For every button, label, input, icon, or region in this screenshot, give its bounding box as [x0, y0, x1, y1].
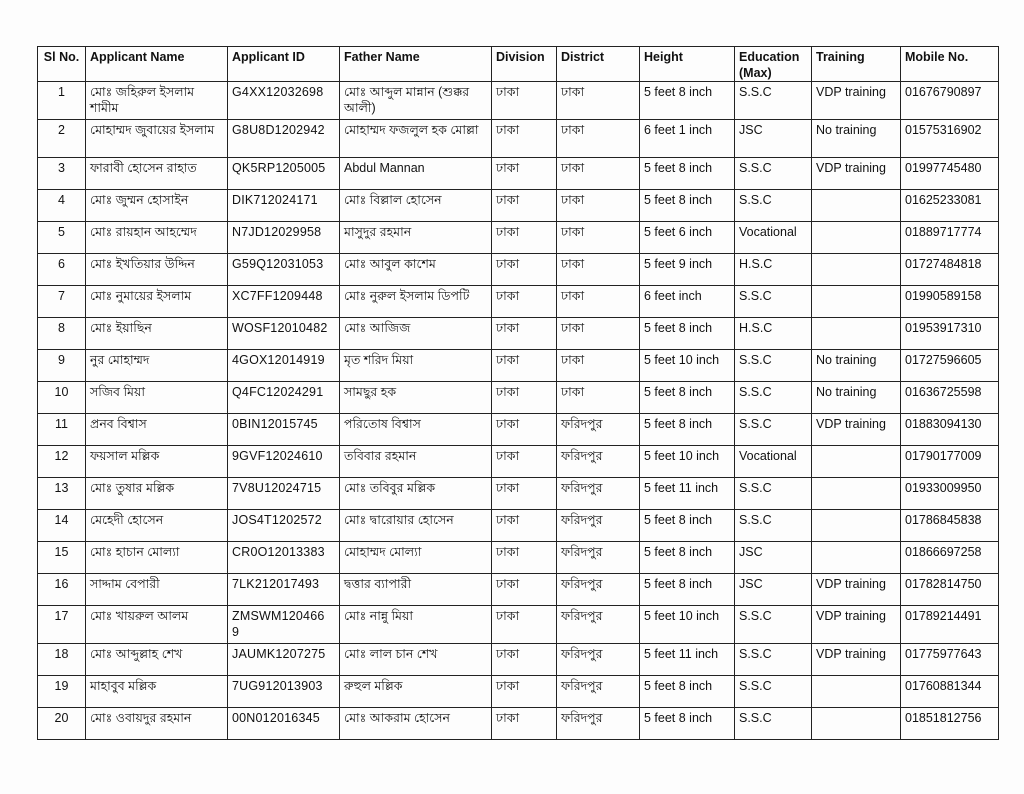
division-cell: ঢাকা	[492, 676, 557, 708]
column-header: Division	[492, 47, 557, 82]
education-cell: JSC	[735, 120, 812, 158]
division-cell: ঢাকা	[492, 414, 557, 446]
training-cell: VDP training	[812, 644, 901, 676]
division-cell: ঢাকা	[492, 574, 557, 606]
division-cell: ঢাকা	[492, 708, 557, 740]
serial-cell: 7	[38, 286, 86, 318]
applicant-name-cell: মোঃ হাচান মোল্যা	[86, 542, 228, 574]
father-name-cell: সামছুর হক	[340, 382, 492, 414]
serial-cell: 19	[38, 676, 86, 708]
mobile-cell: 01889717774	[901, 222, 999, 254]
height-cell: 5 feet 9 inch	[640, 254, 735, 286]
mobile-cell: 01953917310	[901, 318, 999, 350]
education-cell: S.S.C	[735, 190, 812, 222]
training-cell: No training	[812, 350, 901, 382]
education-cell: S.S.C	[735, 158, 812, 190]
height-cell: 5 feet 8 inch	[640, 382, 735, 414]
education-cell: S.S.C	[735, 350, 812, 382]
division-cell: ঢাকা	[492, 350, 557, 382]
division-cell: ঢাকা	[492, 318, 557, 350]
father-name-cell: Abdul Mannan	[340, 158, 492, 190]
mobile-cell: 01636725598	[901, 382, 999, 414]
height-cell: 5 feet 8 inch	[640, 190, 735, 222]
district-cell: ঢাকা	[557, 382, 640, 414]
mobile-cell: 01790177009	[901, 446, 999, 478]
column-header: Applicant Name	[86, 47, 228, 82]
serial-cell: 8	[38, 318, 86, 350]
mobile-cell: 01760881344	[901, 676, 999, 708]
training-cell: VDP training	[812, 574, 901, 606]
training-cell: VDP training	[812, 82, 901, 120]
mobile-cell: 01786845838	[901, 510, 999, 542]
district-cell: ঢাকা	[557, 318, 640, 350]
table-row	[38, 542, 999, 574]
father-name-cell: মোঃ লাল চান শেখ	[340, 644, 492, 676]
training-cell	[812, 318, 901, 350]
height-cell: 5 feet 8 inch	[640, 82, 735, 120]
district-cell: ফরিদপুর	[557, 510, 640, 542]
table-row	[38, 82, 999, 120]
applicant-id-cell: JOS4T1202572	[228, 510, 340, 542]
applicant-id-cell: JAUMK1207275	[228, 644, 340, 676]
mobile-cell: 01727596605	[901, 350, 999, 382]
applicant-name-cell: মোঃ জহিরুল ইসলাম শামীম	[86, 82, 228, 120]
district-cell: ঢাকা	[557, 254, 640, 286]
mobile-cell: 01789214491	[901, 606, 999, 644]
mobile-cell: 01997745480	[901, 158, 999, 190]
serial-cell: 14	[38, 510, 86, 542]
applicant-name-cell: মোঃ জুম্মন হোসাইন	[86, 190, 228, 222]
table-row	[38, 574, 999, 606]
father-name-cell: রুহুল মল্লিক	[340, 676, 492, 708]
applicant-name-cell: মাহাবুব মল্লিক	[86, 676, 228, 708]
education-cell: H.S.C	[735, 254, 812, 286]
training-cell	[812, 708, 901, 740]
header-row	[38, 47, 999, 82]
education-cell: S.S.C	[735, 606, 812, 644]
father-name-cell: মৃত শরিদ মিয়া	[340, 350, 492, 382]
applicant-id-cell: G8U8D1202942	[228, 120, 340, 158]
serial-cell: 9	[38, 350, 86, 382]
education-cell: S.S.C	[735, 82, 812, 120]
division-cell: ঢাকা	[492, 510, 557, 542]
division-cell: ঢাকা	[492, 120, 557, 158]
education-cell: Vocational	[735, 222, 812, 254]
serial-cell: 15	[38, 542, 86, 574]
height-cell: 6 feet 1 inch	[640, 120, 735, 158]
serial-cell: 5	[38, 222, 86, 254]
height-cell: 5 feet 8 inch	[640, 510, 735, 542]
height-cell: 5 feet 6 inch	[640, 222, 735, 254]
applicant-id-cell: 00N012016345	[228, 708, 340, 740]
applicant-name-cell: মোঃ রায়হান আহম্মেদ	[86, 222, 228, 254]
training-cell	[812, 286, 901, 318]
applicant-id-cell: 4GOX12014919	[228, 350, 340, 382]
father-name-cell: মোঃ বিল্লাল হোসেন	[340, 190, 492, 222]
applicant-name-cell: মেহেদী হোসেন	[86, 510, 228, 542]
serial-cell: 18	[38, 644, 86, 676]
education-cell: JSC	[735, 574, 812, 606]
applicant-id-cell: 9GVF12024610	[228, 446, 340, 478]
district-cell: ফরিদপুর	[557, 446, 640, 478]
applicant-name-cell: সাদ্দাম বেপারী	[86, 574, 228, 606]
applicant-id-cell: Q4FC12024291	[228, 382, 340, 414]
applicant-id-cell: 7LK212017493	[228, 574, 340, 606]
applicant-name-cell: মোঃ ইখতিয়ার উদ্দিন	[86, 254, 228, 286]
division-cell: ঢাকা	[492, 446, 557, 478]
education-cell: H.S.C	[735, 318, 812, 350]
division-cell: ঢাকা	[492, 222, 557, 254]
applicant-id-cell: XC7FF1209448	[228, 286, 340, 318]
serial-cell: 11	[38, 414, 86, 446]
division-cell: ঢাকা	[492, 382, 557, 414]
mobile-cell: 01782814750	[901, 574, 999, 606]
district-cell: ঢাকা	[557, 350, 640, 382]
applicant-id-cell: WOSF12010482	[228, 318, 340, 350]
serial-cell: 2	[38, 120, 86, 158]
mobile-cell: 01575316902	[901, 120, 999, 158]
education-cell: S.S.C	[735, 478, 812, 510]
district-cell: ফরিদপুর	[557, 414, 640, 446]
district-cell: ঢাকা	[557, 82, 640, 120]
training-cell: VDP training	[812, 158, 901, 190]
table-row	[38, 318, 999, 350]
applicant-id-cell: ZMSWM120466 9	[228, 606, 340, 644]
father-name-cell: মোঃ তবিবুর মল্লিক	[340, 478, 492, 510]
division-cell: ঢাকা	[492, 606, 557, 644]
division-cell: ঢাকা	[492, 254, 557, 286]
district-cell: ফরিদপুর	[557, 574, 640, 606]
district-cell: ঢাকা	[557, 158, 640, 190]
applicant-id-cell: DIK712024171	[228, 190, 340, 222]
table-row	[38, 478, 999, 510]
district-cell: ঢাকা	[557, 286, 640, 318]
column-header: Height	[640, 47, 735, 82]
father-name-cell: মোহাম্মদ ফজলুল হক মোল্লা	[340, 120, 492, 158]
education-cell: Vocational	[735, 446, 812, 478]
mobile-cell: 01727484818	[901, 254, 999, 286]
division-cell: ঢাকা	[492, 644, 557, 676]
table-row	[38, 190, 999, 222]
applicant-id-cell: 7UG912013903	[228, 676, 340, 708]
serial-cell: 4	[38, 190, 86, 222]
applicant-id-cell: CR0O12013383	[228, 542, 340, 574]
district-cell: ফরিদপুর	[557, 708, 640, 740]
height-cell: 5 feet 8 inch	[640, 318, 735, 350]
height-cell: 5 feet 8 inch	[640, 158, 735, 190]
applicant-name-cell: মোঃ খায়রুল আলম	[86, 606, 228, 644]
division-cell: ঢাকা	[492, 542, 557, 574]
father-name-cell: মোঃ নুরুল ইসলাম ডিপটি	[340, 286, 492, 318]
district-cell: ফরিদপুর	[557, 676, 640, 708]
mobile-cell: 01990589158	[901, 286, 999, 318]
mobile-cell: 01933009950	[901, 478, 999, 510]
district-cell: ঢাকা	[557, 190, 640, 222]
training-cell: VDP training	[812, 606, 901, 644]
table-row	[38, 120, 999, 158]
district-cell: ফরিদপুর	[557, 542, 640, 574]
division-cell: ঢাকা	[492, 82, 557, 120]
district-cell: ফরিদপুর	[557, 478, 640, 510]
district-cell: ফরিদপুর	[557, 606, 640, 644]
applicant-name-cell: মোঃ ওবায়দুর রহমান	[86, 708, 228, 740]
training-cell	[812, 254, 901, 286]
table-row	[38, 446, 999, 478]
serial-cell: 1	[38, 82, 86, 120]
table-row	[38, 414, 999, 446]
table-row	[38, 158, 999, 190]
applicant-name-cell: ফয়সাল মল্লিক	[86, 446, 228, 478]
father-name-cell: পরিতোষ বিশ্বাস	[340, 414, 492, 446]
table-row	[38, 222, 999, 254]
table-row	[38, 286, 999, 318]
height-cell: 5 feet 8 inch	[640, 676, 735, 708]
district-cell: ফরিদপুর	[557, 644, 640, 676]
applicant-name-cell: নুর মোহাম্মদ	[86, 350, 228, 382]
mobile-cell: 01883094130	[901, 414, 999, 446]
education-cell: JSC	[735, 542, 812, 574]
training-cell	[812, 446, 901, 478]
serial-cell: 6	[38, 254, 86, 286]
table-row	[38, 382, 999, 414]
training-cell	[812, 478, 901, 510]
serial-cell: 17	[38, 606, 86, 644]
applicant-id-cell: 0BIN12015745	[228, 414, 340, 446]
father-name-cell: মোহাম্মদ মোল্যা	[340, 542, 492, 574]
father-name-cell: মোঃ দ্বারোয়ার হোসেন	[340, 510, 492, 542]
table-row	[38, 676, 999, 708]
father-name-cell: মোঃ আবুল কাশেম	[340, 254, 492, 286]
serial-cell: 20	[38, 708, 86, 740]
district-cell: ঢাকা	[557, 222, 640, 254]
height-cell: 5 feet 8 inch	[640, 574, 735, 606]
division-cell: ঢাকা	[492, 158, 557, 190]
table-body	[38, 82, 999, 740]
height-cell: 6 feet inch	[640, 286, 735, 318]
division-cell: ঢাকা	[492, 478, 557, 510]
education-cell: S.S.C	[735, 644, 812, 676]
education-cell: S.S.C	[735, 414, 812, 446]
training-cell	[812, 190, 901, 222]
education-cell: S.S.C	[735, 286, 812, 318]
applicant-name-cell: মোহাম্মদ জুবায়ের ইসলাম	[86, 120, 228, 158]
table-row	[38, 350, 999, 382]
table-row	[38, 510, 999, 542]
height-cell: 5 feet 10 inch	[640, 606, 735, 644]
applicant-name-cell: মোঃ নুমায়ের ইসলাম	[86, 286, 228, 318]
father-name-cell: মোঃ আব্দুল মান্নান (শুক্কর আলী)	[340, 82, 492, 120]
applicant-name-cell: মোঃ ইয়াছিন	[86, 318, 228, 350]
mobile-cell: 01851812756	[901, 708, 999, 740]
height-cell: 5 feet 11 inch	[640, 644, 735, 676]
mobile-cell: 01866697258	[901, 542, 999, 574]
table-row	[38, 644, 999, 676]
education-cell: S.S.C	[735, 382, 812, 414]
serial-cell: 10	[38, 382, 86, 414]
father-name-cell: মোঃ আজিজ	[340, 318, 492, 350]
education-cell: S.S.C	[735, 708, 812, 740]
training-cell	[812, 542, 901, 574]
father-name-cell: তবিবার রহমান	[340, 446, 492, 478]
column-header: District	[557, 47, 640, 82]
applicant-id-cell: G4XX12032698	[228, 82, 340, 120]
serial-cell: 3	[38, 158, 86, 190]
district-cell: ঢাকা	[557, 120, 640, 158]
table-row	[38, 606, 999, 644]
column-header: Mobile No.	[901, 47, 999, 82]
serial-cell: 16	[38, 574, 86, 606]
training-cell: VDP training	[812, 414, 901, 446]
column-header: Applicant ID	[228, 47, 340, 82]
father-name-cell: মোঃ নান্নু মিয়া	[340, 606, 492, 644]
applicant-name-cell: ফারাবী হোসেন রাহাত	[86, 158, 228, 190]
table-row	[38, 254, 999, 286]
education-cell: S.S.C	[735, 510, 812, 542]
applicant-id-cell: G59Q12031053	[228, 254, 340, 286]
education-cell: S.S.C	[735, 676, 812, 708]
division-cell: ঢাকা	[492, 286, 557, 318]
height-cell: 5 feet 10 inch	[640, 446, 735, 478]
applicant-id-cell: N7JD12029958	[228, 222, 340, 254]
training-cell	[812, 676, 901, 708]
father-name-cell: মোঃ আকরাম হোসেন	[340, 708, 492, 740]
height-cell: 5 feet 8 inch	[640, 542, 735, 574]
height-cell: 5 feet 10 inch	[640, 350, 735, 382]
father-name-cell: মাসুদুর রহমান	[340, 222, 492, 254]
column-header: Sl No.	[38, 47, 86, 82]
father-name-cell: দ্বত্তার ব্যাপারী	[340, 574, 492, 606]
applicant-name-cell: সজিব মিয়া	[86, 382, 228, 414]
serial-cell: 13	[38, 478, 86, 510]
applicant-table	[37, 46, 999, 740]
training-cell	[812, 222, 901, 254]
height-cell: 5 feet 8 inch	[640, 414, 735, 446]
height-cell: 5 feet 8 inch	[640, 708, 735, 740]
mobile-cell: 01676790897	[901, 82, 999, 120]
column-header: Training	[812, 47, 901, 82]
training-cell: No training	[812, 120, 901, 158]
applicant-name-cell: মোঃ আব্দুল্লাহ শেখ	[86, 644, 228, 676]
column-header: Father Name	[340, 47, 492, 82]
height-cell: 5 feet 11 inch	[640, 478, 735, 510]
training-cell: No training	[812, 382, 901, 414]
applicant-name-cell: প্রনব বিশ্বাস	[86, 414, 228, 446]
applicant-id-cell: 7V8U12024715	[228, 478, 340, 510]
serial-cell: 12	[38, 446, 86, 478]
applicant-name-cell: মোঃ তুষার মল্লিক	[86, 478, 228, 510]
training-cell	[812, 510, 901, 542]
division-cell: ঢাকা	[492, 190, 557, 222]
table-row	[38, 708, 999, 740]
mobile-cell: 01775977643	[901, 644, 999, 676]
column-header: Education (Max)	[735, 47, 812, 82]
mobile-cell: 01625233081	[901, 190, 999, 222]
applicant-id-cell: QK5RP1205005	[228, 158, 340, 190]
